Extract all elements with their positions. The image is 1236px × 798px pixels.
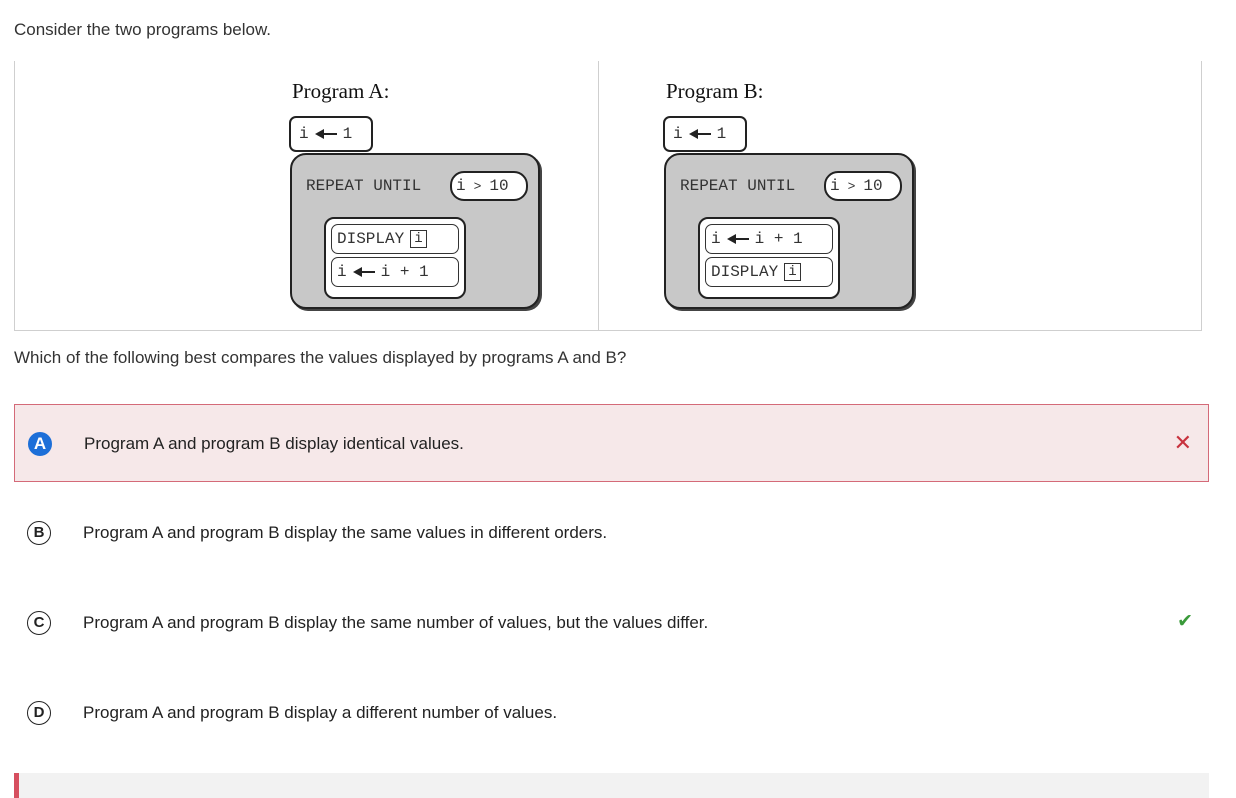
program-a-body bbox=[324, 217, 466, 299]
question-prompt: Consider the two programs below. bbox=[14, 20, 272, 39]
option-text: Program A and program B display a different number of values. bbox=[83, 703, 558, 722]
programs-figure bbox=[14, 61, 1202, 331]
assign-expr: i + 1 bbox=[754, 230, 803, 248]
program-b-repeat-block bbox=[664, 153, 914, 309]
incorrect-icon: ✕ bbox=[1173, 430, 1192, 455]
explanation-panel bbox=[14, 773, 1209, 798]
cond-var: i bbox=[456, 177, 466, 195]
display-keyword: DISPLAY bbox=[337, 230, 405, 248]
program-a-title: Program A: bbox=[292, 79, 390, 103]
option-letter-badge: A bbox=[28, 432, 52, 456]
program-b-body bbox=[698, 217, 840, 299]
option-text: Program A and program B display the same values in different orders. bbox=[83, 523, 608, 542]
program-b-title: Program B: bbox=[666, 79, 764, 103]
figure-divider bbox=[598, 61, 599, 331]
assign-arrow-icon bbox=[727, 234, 749, 244]
display-statement bbox=[331, 224, 459, 254]
option-text: Program A and program B display identical values. bbox=[84, 434, 464, 453]
option-letter-badge: D bbox=[27, 701, 51, 725]
correct-check-icon: ✔ bbox=[1177, 611, 1193, 632]
option-letter-badge: B bbox=[27, 521, 51, 545]
init-var: i bbox=[673, 125, 683, 143]
option-d[interactable] bbox=[14, 674, 1209, 752]
program-b-init bbox=[663, 116, 747, 152]
assign-expr: i + 1 bbox=[380, 263, 429, 281]
display-keyword: DISPLAY bbox=[711, 263, 779, 281]
display-var: i bbox=[410, 230, 426, 248]
option-b[interactable] bbox=[14, 494, 1209, 572]
assign-arrow-icon bbox=[353, 267, 375, 277]
init-val: 1 bbox=[342, 125, 353, 143]
cond-val: 10 bbox=[489, 177, 509, 195]
assign-var: i bbox=[337, 263, 347, 281]
option-letter-badge: C bbox=[27, 611, 51, 635]
explanation-accent bbox=[14, 773, 19, 798]
cond-op: > bbox=[847, 178, 856, 194]
repeat-label: REPEAT UNTIL bbox=[306, 177, 422, 195]
display-var: i bbox=[784, 263, 800, 281]
assign-arrow-icon bbox=[689, 129, 711, 139]
cond-op: > bbox=[473, 178, 482, 194]
repeat-label: REPEAT UNTIL bbox=[680, 177, 796, 195]
increment-statement bbox=[331, 257, 459, 287]
option-text: Program A and program B display the same number of values, but the values differ. bbox=[83, 613, 709, 632]
option-c[interactable] bbox=[14, 584, 1209, 662]
increment-statement bbox=[705, 224, 833, 254]
init-var: i bbox=[299, 125, 309, 143]
assign-arrow-icon bbox=[315, 129, 337, 139]
program-a-init bbox=[289, 116, 373, 152]
repeat-condition bbox=[450, 171, 528, 201]
repeat-condition bbox=[824, 171, 902, 201]
program-a-repeat-block bbox=[290, 153, 540, 309]
cond-var: i bbox=[830, 177, 840, 195]
init-val: 1 bbox=[716, 125, 727, 143]
question-text: Which of the following best compares the values displayed by programs A and B? bbox=[14, 348, 627, 367]
option-a[interactable] bbox=[14, 404, 1209, 482]
cond-val: 10 bbox=[863, 177, 883, 195]
display-statement bbox=[705, 257, 833, 287]
assign-var: i bbox=[711, 230, 721, 248]
